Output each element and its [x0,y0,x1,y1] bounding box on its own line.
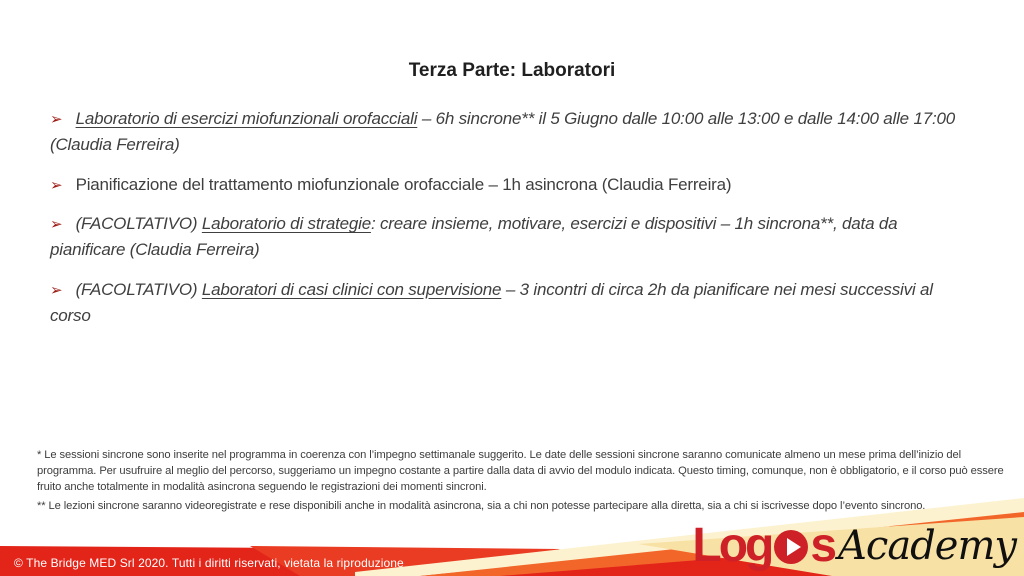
bullet-item-1 [50,106,967,159]
bullet-text: : creare insieme, motivare, esercizi e dispositivi – 1h sincrona**, data da pianificare (Claudia Ferreira) [50,214,898,260]
bullet-underlined-text: Laboratorio di esercizi miofunzionali orofacciali [75,109,418,128]
bullet-prefix: (FACOLTATIVO) [75,214,202,234]
play-icon [774,530,808,564]
slide-title: Terza Parte: Laboratori [408,60,616,81]
footnote-single-asterisk: * Le sessioni sincrone sono inserite nel programma in coerenza con l’impegno settimanale suggerito. Le date delle sessioni sincrone saranno comunicate almeno un mese prima dell’inizio del programma. Per usufruire al meglio del percorso, suggeriamo un impegno costante a partire dalla data di avvio del modulo indicata. Questo timing, comunque, non è obbligatorio, e il corso può essere fruito anche totalmente in modalità asincrona seguendo le registrazioni dei momenti sincroni. [37,449,1004,493]
bullet-item-3 [50,211,967,264]
arrow-bullet-icon: ➢ [50,176,63,194]
bullet-text: – 3 incontri di circa 2h da pianificare nei mesi successivi al corso [50,279,933,326]
bullet-item-4 [50,277,967,330]
bullet-prefix: (FACOLTATIVO) [75,279,202,299]
footnote-double-asterisk: ** Le lezioni sincrone saranno videoregistrate e rese disponibili anche in modalità asincrona, sia a chi non potesse partecipare alla diretta, sia a chi si iscrivesse dopo l’evento sincrono. [37,499,926,512]
logo-text-log: Log [692,519,772,572]
footnotes [37,448,1005,515]
bullet-text: Pianificazione del trattamento miofunzionale orofacciale – 1h asincrona (Claudia Ferreira) [75,174,732,194]
logo-text-academy: Academy [838,523,1016,569]
bullet-underlined-text: Laboratorio di strategie [201,214,371,234]
bullet-text: – 6h sincrone** il 5 Giugno dalle 10:00 alle 13:00 e dalle 14:00 alle 17:00 (Claudia Ferreira) [50,109,956,155]
arrow-bullet-icon: ➢ [50,111,63,128]
bullet-item-2 [50,172,967,198]
logos-academy-logo [692,520,1016,572]
logo-text-s: s [810,519,835,572]
arrow-bullet-icon: ➢ [50,216,63,234]
arrow-bullet-icon: ➢ [50,281,63,299]
copyright-text: © The Bridge MED Srl 2020. Tutti i diritti riservati, vietata la riproduzione [14,556,404,570]
bullet-list [50,106,967,329]
bullet-underlined-text: Laboratori di casi clinici con supervisione [201,279,502,299]
